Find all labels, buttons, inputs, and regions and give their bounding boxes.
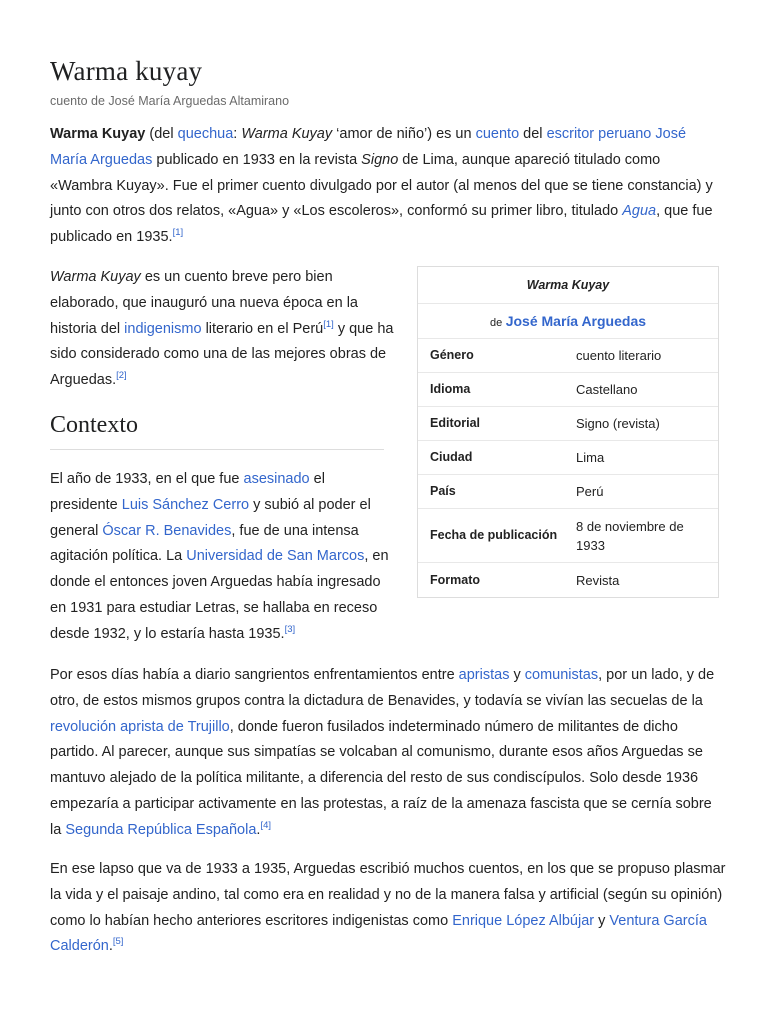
text: y que ha sido considerado como una de las mejores obras de Arguedas. [50,320,394,389]
text: y [594,912,610,929]
text: y [509,667,525,683]
infobox-row-label: Idioma [430,382,471,396]
infobox-author [418,304,718,339]
infobox-row-label: Género [430,348,474,362]
infobox-row-label: País [430,484,456,498]
infobox-row [418,407,718,441]
text: , en donde el entonces joven Arguedas había ingresado en 1931 para estudiar Letras, se hallaba en receso desde 1932, y lo estaría hasta 1935. [50,548,389,642]
link-cuento[interactable]: cuento [475,126,520,142]
infobox-rows [418,339,718,597]
italic-title: Warma Kuyay [241,126,333,142]
infobox-title: Warma Kuyay [418,267,718,304]
politics-paragraph [50,663,726,844]
link-comunistas[interactable]: comunistas [524,667,599,683]
link-segunda-republica[interactable]: Segunda República Española [65,821,257,838]
infobox-row-label: Formato [430,572,480,587]
infobox [417,266,719,598]
infobox-row-label: Editorial [430,416,481,430]
infobox-row-value[interactable]: Lima [576,450,605,465]
text: de Lima, aunque apareció titulado como «Wambra Kuyay». Fue el primer cuento divulgado por el autor (al menos del que se tiene constancia) y junto con otros dos relatos, «Agua» y «Los escoleros», conformó su primer libro, titulado [50,151,713,220]
text: , que fue publicado en 1935. [50,203,713,246]
link-jose-maria-arguedas[interactable]: José María Arguedas [50,126,687,168]
infobox-row-value[interactable]: Revista [576,572,620,588]
text: del [519,126,547,142]
text: (del [145,126,178,142]
infobox-row [418,339,718,373]
link-luis-sanchez-cerro[interactable]: Luis Sánchez Cerro [121,496,250,513]
infobox-row [418,563,718,597]
infobox-row-value: Signo (revista) [576,416,660,431]
link-enrique-lopez-albujar[interactable]: Enrique López Albújar [452,912,595,929]
link-quechua[interactable]: quechua [177,126,234,142]
text: En ese lapso que va de 1933 a 1935, Arguedas escribió muchos cuentos, en los que se propuso plasmar la vida y el paisaje andino, tal como era en realidad y no de la manera falsa y artificial (según su opinión) como lo habían hecho anteriores escritores indigenistas como [50,861,726,929]
intro-paragraph [50,122,726,251]
reference-3[interactable]: [3] [284,623,296,635]
link-escritor-peruano[interactable]: escritor peruano [546,126,652,142]
text: , fue de una intensa agitación política. La [50,522,359,565]
infobox-row-value[interactable]: Perú [576,484,604,499]
infobox-row [418,475,718,509]
reference-4[interactable]: [4] [260,819,271,831]
infobox-row [418,373,718,407]
text: publicado en 1933 en la revista [152,151,362,168]
text: . [256,821,261,838]
text: , donde fueron fusilados indeterminado número de militantes de dicho partido. Al parecer, aunque sus simpatías se volcaban al comunismo, durante esos años Arguedas se mantuvo alejado de la política militante, a diferencia del resto de sus condiscípulos. Solo desde 1936 empezaría a participar activamente en las protestas, a raíz de la amenaza fascista que se cernía sobre la [50,718,712,838]
infobox-row-label: Ciudad [430,450,473,464]
link-indigenismo[interactable]: indigenismo [124,320,202,337]
link-oscar-benavides[interactable]: Óscar R. Benavides [102,522,232,539]
text: es un cuento breve pero bien elaborado, que inauguró una nueva época en la historia del [50,269,358,337]
link-asesinado[interactable]: asesinado [243,471,310,487]
infobox-row-value: 8 de noviembre de 1933 [576,518,684,553]
reference-1[interactable]: [1] [172,227,184,239]
infobox-author-link[interactable]: José María Arguedas [505,313,647,329]
article-subject: Warma Kuyay [50,126,146,142]
text: ‘amor de niño’) es un [332,126,476,142]
link-ventura-garcia-calderon[interactable]: Ventura García Calderón [50,912,707,955]
infobox-row-value[interactable]: Castellano [576,382,638,397]
link-agua[interactable]: Agua [622,203,657,220]
text: El año de 1933, en el que fue [50,471,244,487]
reference-1[interactable]: [1] [323,318,334,330]
reference-5[interactable]: [5] [112,936,124,948]
text: . [108,938,113,955]
reference-2[interactable]: [2] [116,370,127,382]
link-revolucion-aprista[interactable]: revolución aprista de Trujillo [50,718,230,735]
infobox-author-prefix: de [489,317,503,329]
section-heading-contexto: Contexto [50,412,384,450]
text: y subió al poder el general [50,496,371,539]
text: literario en el Perú [201,320,324,337]
infobox-row-label: Fecha de publicación [430,528,558,542]
infobox-row [418,441,718,475]
italic-signo: Signo [361,151,399,168]
writing-paragraph [50,857,726,960]
infobox-row-value[interactable]: cuento literario [576,348,662,363]
text: , por un lado, y de otro, de estos mismos grupos contra la dictadura de Benavides, y todavía se vivían las secuelas de la [50,667,715,709]
page-subtitle: cuento de José María Arguedas Altamirano [50,94,290,108]
page-title: Warma kuyay [50,56,203,86]
link-apristas[interactable]: apristas [458,667,510,683]
description-paragraph [50,265,398,394]
text: el presidente [50,471,325,513]
link-universidad-san-marcos[interactable]: Universidad de San Marcos [186,548,365,565]
text: : [233,126,242,142]
italic-title: Warma Kuyay [50,269,141,285]
context-paragraph [50,467,392,648]
infobox-row [418,509,718,563]
text: Por esos días había a diario sangrientos enfrentamientos entre [50,667,459,683]
